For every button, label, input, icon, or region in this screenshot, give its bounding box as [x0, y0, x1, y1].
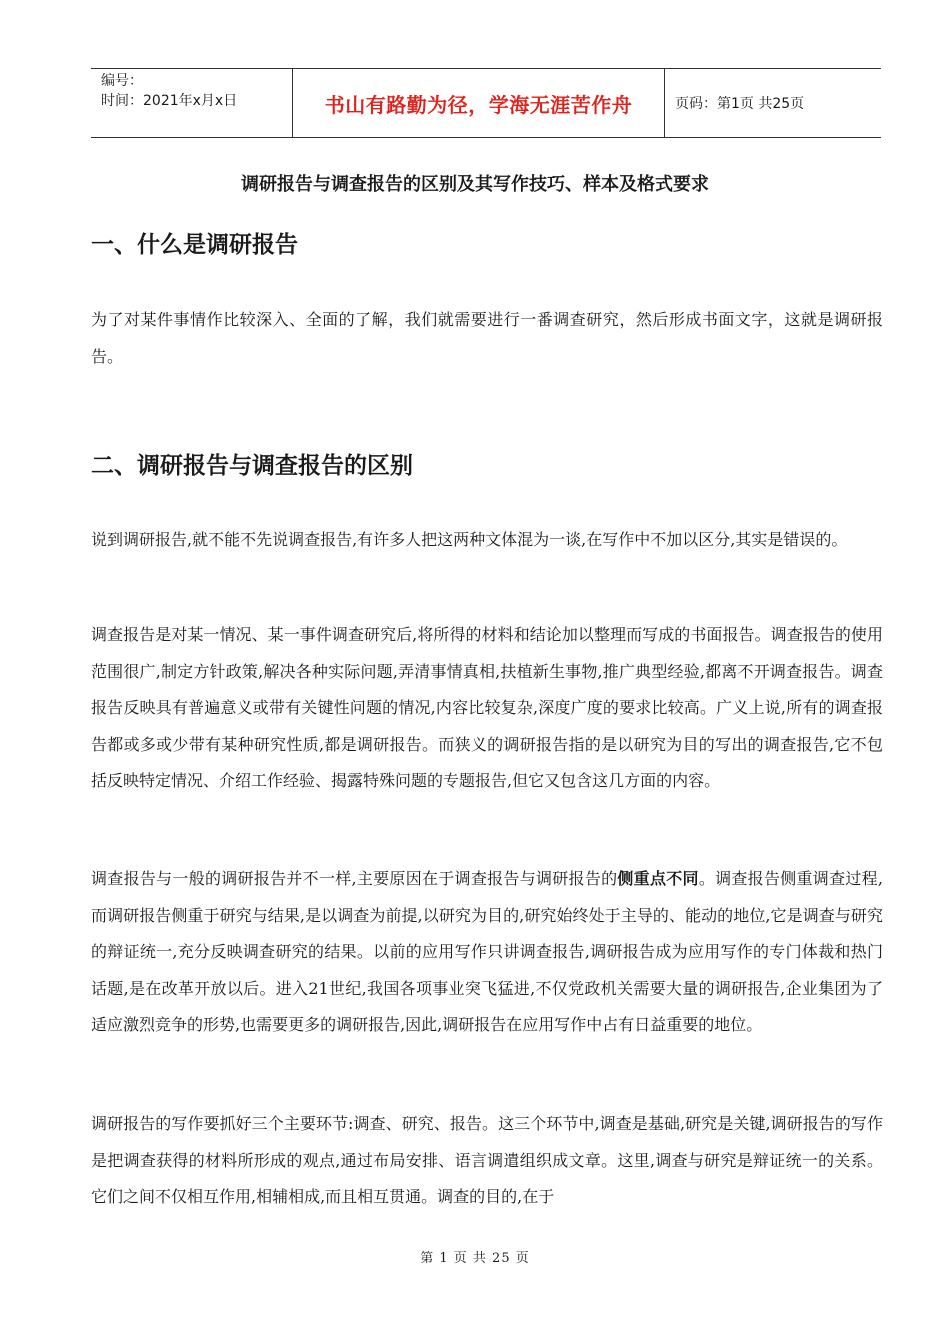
section-heading-2: 二、调研报告与调查报告的区别 — [91, 453, 413, 479]
document-title: 调研报告与调查报告的区别及其写作技巧、样本及格式要求 — [241, 174, 709, 195]
motto-text: 书山有路勤为径，学海无涯苦作舟 — [324, 92, 633, 117]
section-heading-1: 一、什么是调研报告 — [91, 232, 298, 258]
p3-text-after: 。调查报告侧重调查过程,而调研报告侧重于研究与结果,是以调查为前提,以研究为目的,研究始终处于主导的、能动的地位,它是调查与研究的辩证统一,充分反映调查研究的结果。以前的应用写作只讲调查报告,调研报告成为应用写作的专门体裁和热门话题,是在改革开放以后。进入21世纪,我国各项事业突飞猛进,不仅党政机关需要大量的调研报告,企业集团为了适应激烈竞争的形势,也需要更多的调研报告,因此,调研报告在应用写作中占有日益重要的地位。 — [91, 869, 883, 1034]
header-motto-cell — [292, 69, 665, 137]
p3-bold-emphasis: 侧重点不同 — [617, 869, 699, 888]
section2-paragraph-3 — [91, 861, 883, 1044]
header-page-cell — [665, 69, 881, 137]
section2-paragraph-1: 说到调研报告,就不能不先说调查报告,有许多人把这两种文体混为一谈,在写作中不加以区分,其实是错误的。 — [91, 530, 848, 549]
number-label: 编号： — [101, 73, 143, 89]
document-header — [91, 68, 881, 138]
page-footer: 第 1 页 共 25 页 — [420, 1251, 530, 1266]
section2-paragraph-2: 调查报告是对某一情况、某一事件调查研究后,将所得的材料和结论加以整理而写成的书面报告。调查报告的使用范围很广,制定方针政策,解决各种实际问题,弄清事情真相,扶植新生事物,推广典型经验,都离不开调查报告。调查报告反映具有普遍意义或带有关键性问题的情况,内容比较复杂,深度广度的要求比较高。广义上说,所有的调查报告都或多或少带有某种研究性质,都是调研报告。而狭义的调研报告指的是以研究为目的写出的调查报告,它不包括反映特定情况、介绍工作经验、揭露特殊问题的专题报告,但它又包含这几方面的内容。 — [91, 625, 883, 790]
section2-paragraph-4: 调研报告的写作要抓好三个主要环节:调查、研究、报告。这三个环节中,调查是基础,研究是关键,调研报告的写作是把调查获得的材料所形成的观点,通过布局安排、语言调遣组织成文章。这里,调查与研究是辩证统一的关系。它们之间不仅相互作用,相辅相成,而且相互贯通。调查的目的,在于 — [91, 1114, 883, 1206]
section1-paragraph: 为了对某件事情作比较深入、全面的了解，我们就需要进行一番调查研究，然后形成书面文字，这就是调研报告。 — [91, 310, 883, 366]
time-label: 时间：2021年x月x日 — [101, 93, 238, 109]
page-label: 页码：第1页 共25页 — [675, 96, 805, 112]
header-meta — [91, 69, 292, 137]
p3-text-before: 调查报告与一般的调研报告并不一样,主要原因在于调查报告与调研报告的 — [91, 869, 618, 888]
